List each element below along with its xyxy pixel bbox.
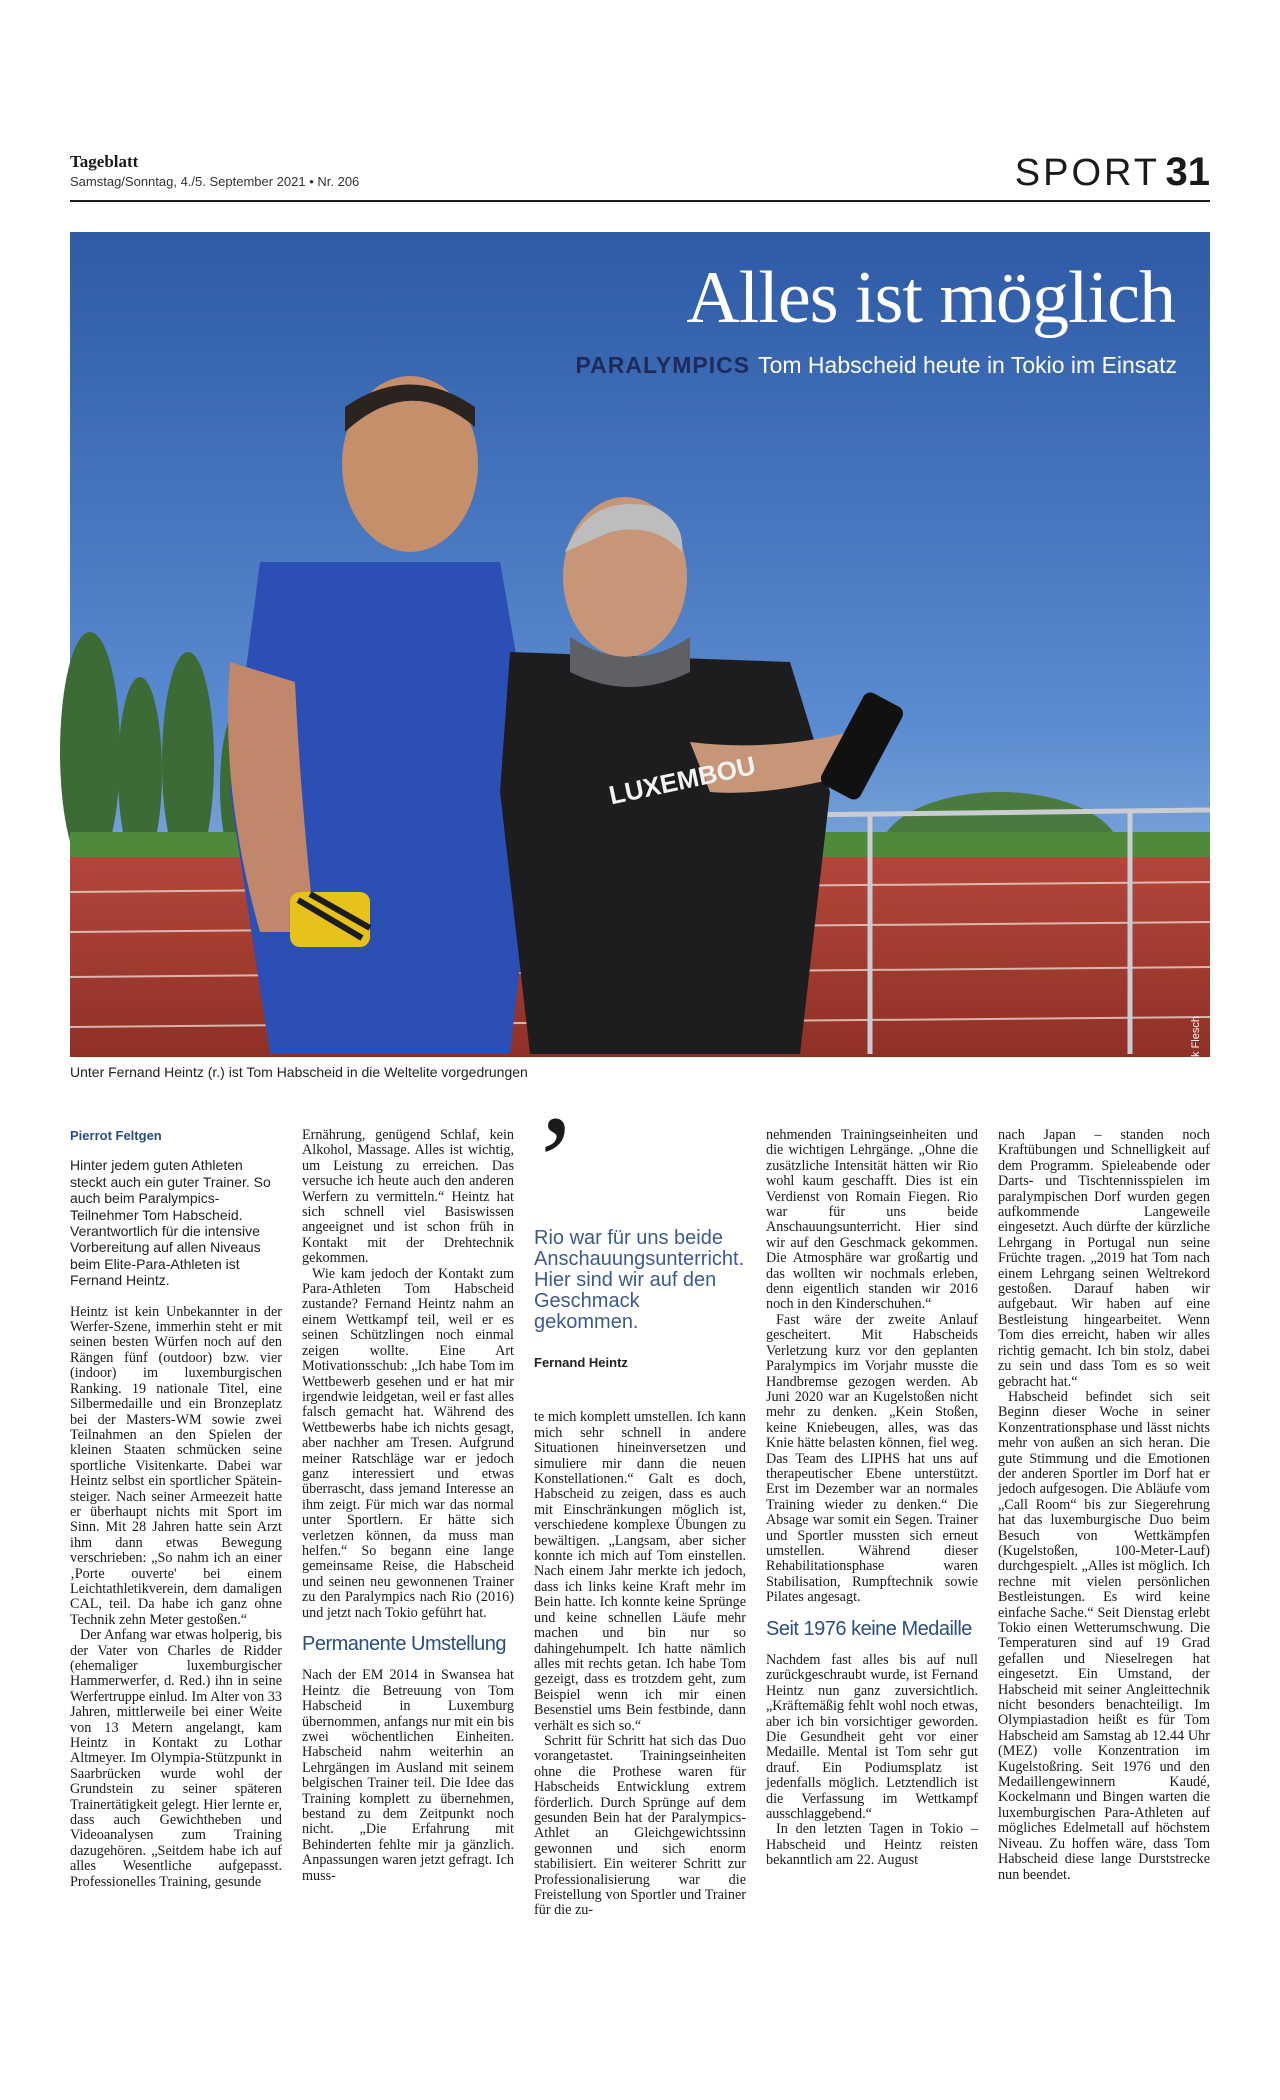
kicker-text: Tom Habscheid heute in Tokio im Einsatz (758, 352, 1177, 378)
paragraph: nehmenden Trainingseinheiten und die wichtigen Lehrgänge. „Ohne die zusätzliche Intensität hätten wir Rio wohl kaum geschafft. Dies ist ein Verdienst von Romain Fiegen. Rio war für uns beide Anschauungsunterricht. Hier sind wir auf den Geschmack gekommen. Die Atmosphäre war großartig und das wollten wir nochmals erleben, denn eigentlich standen wir 2016 noch in den Kinderschuhen.“ (766, 1127, 978, 1313)
paragraph: Wie kam jedoch der Kontakt zum Para-Athleten Tom Habscheid zustande? Fernand Heintz nahm an einem Wettkampf teil, weil er es seinen Schützlingen noch einmal zeigen wollte. Eine Art Motivationsschub: „Ich habe Tom im Wettbewerb gesehen und er hat mir irgendwie leidgetan, weil er fast alles falsch gemacht hat. Während des Wettbewerbs habe ich nichts gesagt, aber nachher am Tresen. Aufgrund meiner Ratschläge war er jedoch ganz interessiert und etwas überrascht, dass jemand Interesse an ihm zeigt. Für mich war das normal unter Sportlern. Er hätte sich verletzen können, da muss man helfen.“ So begann eine lange gemeinsame Reise, die Habscheid und seinen neu gewonnenen Trainer zu den Paralympics nach Rio (2016) und jetzt nach Tokio geführt hat. (302, 1265, 514, 1621)
subheading: Seit 1976 keine Medaille (766, 1617, 972, 1640)
dateline: Samstag/Sonntag, 4./5. September 2021 • Nr. 206 (70, 174, 360, 189)
paragraph: Fast wäre der zweite Anlauf gescheitert. Mit Habscheids Verletzung kurz vor den geplanten Paralympics im Vorjahr musste die Handbremse gezogen werden. Ab Juni 2020 war an Kugelstoßen nicht mehr zu denken. „Kein Stoßen, keine Kniebeugen, alles, was das Knie hätte belasten können, fiel weg. Das Team des LIPHS hat uns auf therapeutischer Ebene unterstützt. Erst im Dezember war an normales Training wieder zu denken.“ Die Absage war somit ein Segen. Trainer und Sportler mussten sich erneut umstellen. Während dieser Rehabilitationsphase waren Stabilisation, Rumpftechnik sowie Pilates angesagt. (766, 1311, 978, 1606)
article-column-5 (998, 1128, 1210, 1883)
article-column-3 (534, 1090, 746, 1919)
paragraph: Nach der EM 2014 in Swansea hat Heintz die Betreuung von Tom Habscheid in Luxemburg übernommen, anfangs nur mit ein bis zwei wöchentlichen Einheiten. Habscheid nahm weiterhin an Lehrgängen im Ausland mit seinem belgischen Trainer teil. Die Idee das Training komplett zu übernehmen, bestand zu dem Zeitpunkt noch nicht. „Die Erfahrung mit Behinderten fehlte mir ja gänzlich. Anpassungen waren jetzt gefragt. Ich muss- (302, 1667, 514, 1884)
subheading: Permanente Umstellung (302, 1633, 507, 1655)
paragraph: Schritt für Schritt hat sich das Duo vorangetastet. Trainingseinheiten ohne die Prothese waren für Habscheids Entwicklung extrem förderlich. Durch Sprünge auf dem gesunden Bein hat der Paralympics-Athlet an Gleichgewichtssinn gewonnen und sich enorm stabilisiert. Ein weiterer Schritt zur Professionalisierung war die Freistellung von Sportler und Trainer für die zu- (534, 1732, 746, 1919)
lead-paragraph: Hinter jedem guten Athleten steckt auch ein guter Trainer. So auch beim Paralympics-Teilnehmer Tom Habscheid. Verantwortlich für die intensive Vorbereitung auf allen Niveaus beim Elite-Para-Athleten ist Fernand Heintz. (70, 1157, 271, 1289)
quote-mark: ’ (534, 1090, 578, 1234)
paragraph: Heintz ist kein Unbekannter in der Werfer-Szene, immerhin steht er mit seinen besten Würfen noch auf den Rängen fünf (outdoor) bzw. vier (indoor) im luxemburgischen Ranking. 19 nationale Titel, eine Silbermedaille und ein Bronzeplatz bei der Masters-WM sowie zwei Teilnahmen an den Spielen der kleinen Staaten schmücken seine sportliche Visitenkarte. Dabei war Heintz selbst ein sportlicher Spätein-steiger. Nach seiner Armeezeit hatte er überhaupt nichts mit Sport im Sinn. Mit 28 Jahren hatte sein Arzt ihm dann etwas Bewegung verschrieben: „So nahm ich an einer ‚Porte ouverte' bei einem Leichtathletikverein, dem damaligen CAL, teil. Da habe ich ganz ohne Technik zehn Meter gestoßen.“ (70, 1303, 282, 1628)
headline: Alles ist möglich (686, 257, 1175, 339)
masthead-rule (70, 200, 1210, 202)
photo-caption: Unter Fernand Heintz (r.) ist Tom Habscheid in die Weltelite vorgedrungen (70, 1064, 528, 1080)
author: Pierrot Feltgen (70, 1128, 162, 1143)
section-title: SPORT (1014, 152, 1160, 194)
paragraph: Der Anfang war etwas holperig, bis der Vater von Charles de Ridder (ehemaliger luxemburgischer Hammerwerfer, d. Red.) ihn in seine Werfertruppe einlud. Im Alter von 33 Jahren, mittlerweile bei einer Weite von 13 Metern angelangt, kam Heintz in Kontakt zu Lothar Altmeyer. Im Olympia-Stützpunkt in Saarbrücken wurde wohl der Grundstein zu seiner späteren Trainertätigkeit gelegt. Hier lernte er, dass auch Gewichtheben und Videoanalysen zum Training dazugehören. „Seitdem habe ich auf alles Wesentliche aufgepasst. Professionelles Training, gesunde (70, 1627, 282, 1890)
paragraph: Ernährung, genügend Schlaf, kein Alkohol, Massage. Alles ist wichtig, um Leistung zu erreichen. Das versuche ich heute auch den anderen Werfern zu vermitteln.“ Heintz hat sich schnell viel Basiswissen angeeignet und ist schon früh in Kontakt mit der Drehtechnik gekommen. (302, 1127, 514, 1267)
paragraph: nach Japan – standen noch Kraftübungen und Schnelligkeit auf dem Programm. Spieleabende oder Darts- und Tischtennisspielen im paralympischen Dorf wurden gegen aufkommende Langeweile eingesetzt. Auch dürfte der kürzliche Lehrgang in Portugal nun seine Früchte tragen. „2019 hat Tom nach einem Lehrgang seinen Weltrekord gestoßen. Darauf haben wir aufgebaut. Wir haben auf eine Bestleistung hingearbeitet. Wenn Tom dies erreicht, haben wir alles richtig gemacht. Ich bin stolz, dabei zu sein und dass Tom es so weit gebracht hat.“ (998, 1127, 1210, 1390)
article-column-4 (766, 1128, 978, 1869)
newspaper-brand: Tageblatt (70, 152, 139, 171)
paragraph: Habscheid befindet sich seit Beginn dieser Woche in seiner Konzentrationsphase und lässt nichts mehr von außen an sich heran. Die gute Stimmung und die Emotionen der anderen Sportler im Dorf hat er jedoch aufgesogen. Die Abläufe vom „Call Room“ bis zur Siegerehrung hat das luxemburgische Duo beim Besuch von Wettkämpfen (Kugelstoßen, 100-Meter-Lauf) durchgespielt. „Alles ist möglich. Ich rechne mit vielen persönlichen Bestleistungen. Es wird keine einfache Sache.“ Seit Dienstag erlebt Tokio einen Wetterumschwung. Die Temperaturen sind auf 19 Grad gefallen und Nieselregen hat eingesetzt. Ein Umstand, der Habscheid mit seiner Angleittechnik nicht besonders benachteiligt. Im Olympiastadion heißt es für Tom Habscheid am Samstag ab 12.44 Uhr (MEZ) volle Konzentration im Kugelstoßring. Seit 1976 und den Medaillengewinnern Kaudé, Kockelmann und Bingen warten die luxemburgischen Para-Athleten auf mögliches Edelmetall auf höchstem Niveau. Zu hoffen wäre, dass Tom Habscheid diese lange Durststrecke nun beendet. (998, 1388, 1210, 1883)
shirt-text: LUXEMBOU (606, 750, 759, 811)
kicker-tag: PARALYMPICS (575, 352, 751, 378)
article-column-1 (70, 1128, 282, 1890)
paragraph: te mich komplett umstellen. Ich kann mich sehr schnell in andere Situationen hineinversetzen und simuliere mir dann die neuen Konstellationen.“ Galt es doch, Habscheid zu zeigen, dass es auch mit Einschränkungen möglich ist, verschiedene komplexe Übungen zu bewältigen. „Langsam, aber sicher konnte ich mich auf Tom einstellen. Nach einem Jahr merkte ich jedoch, dass ich links keine Kraft mehr im Bein hatte. Ich konnte keine Sprünge und keine schnellen Läufe mehr machen und bin nur so dahingehumpelt. Ich hatte nämlich alles mit rechts getan. Ich habe Tom gezeigt, dass es trotzdem geht, zum Beispiel wenn ich mir einen Besenstiel ums Bein festbinde, dann verhält es sich so.“ (534, 1409, 746, 1734)
kicker (576, 352, 1178, 379)
pull-quote-author: Fernand Heintz (534, 1355, 628, 1370)
photo-credit: Foto: Anouk Flesch (1190, 1016, 1202, 1111)
pull-quote: Rio war für uns beide Anschauungsunterricht. Hier sind wir auf den Geschmack gekommen. (534, 1227, 745, 1333)
article-column-2 (302, 1128, 514, 1884)
page-number: 31 (1165, 150, 1210, 194)
masthead (70, 150, 1210, 200)
paragraph: Nachdem fast alles bis auf null zurückgeschraubt wurde, ist Fernand Heintz nun ganz zuversichtlich. „Kräftemäßig fehlt wohl noch etwas, aber ich bin vorsichtiger geworden. Die Gesundheit geht vor einer Medaille. Mental ist Tom sehr gut drauf. Ein Podiumsplatz ist jedenfalls möglich. Letztendlich ist die Verfassung im Wettkampf ausschlaggebend.“ (766, 1652, 978, 1823)
paragraph: In den letzten Tagen in Tokio – Habscheid und Heintz reisten bekanntlich am 22. August (766, 1821, 978, 1869)
